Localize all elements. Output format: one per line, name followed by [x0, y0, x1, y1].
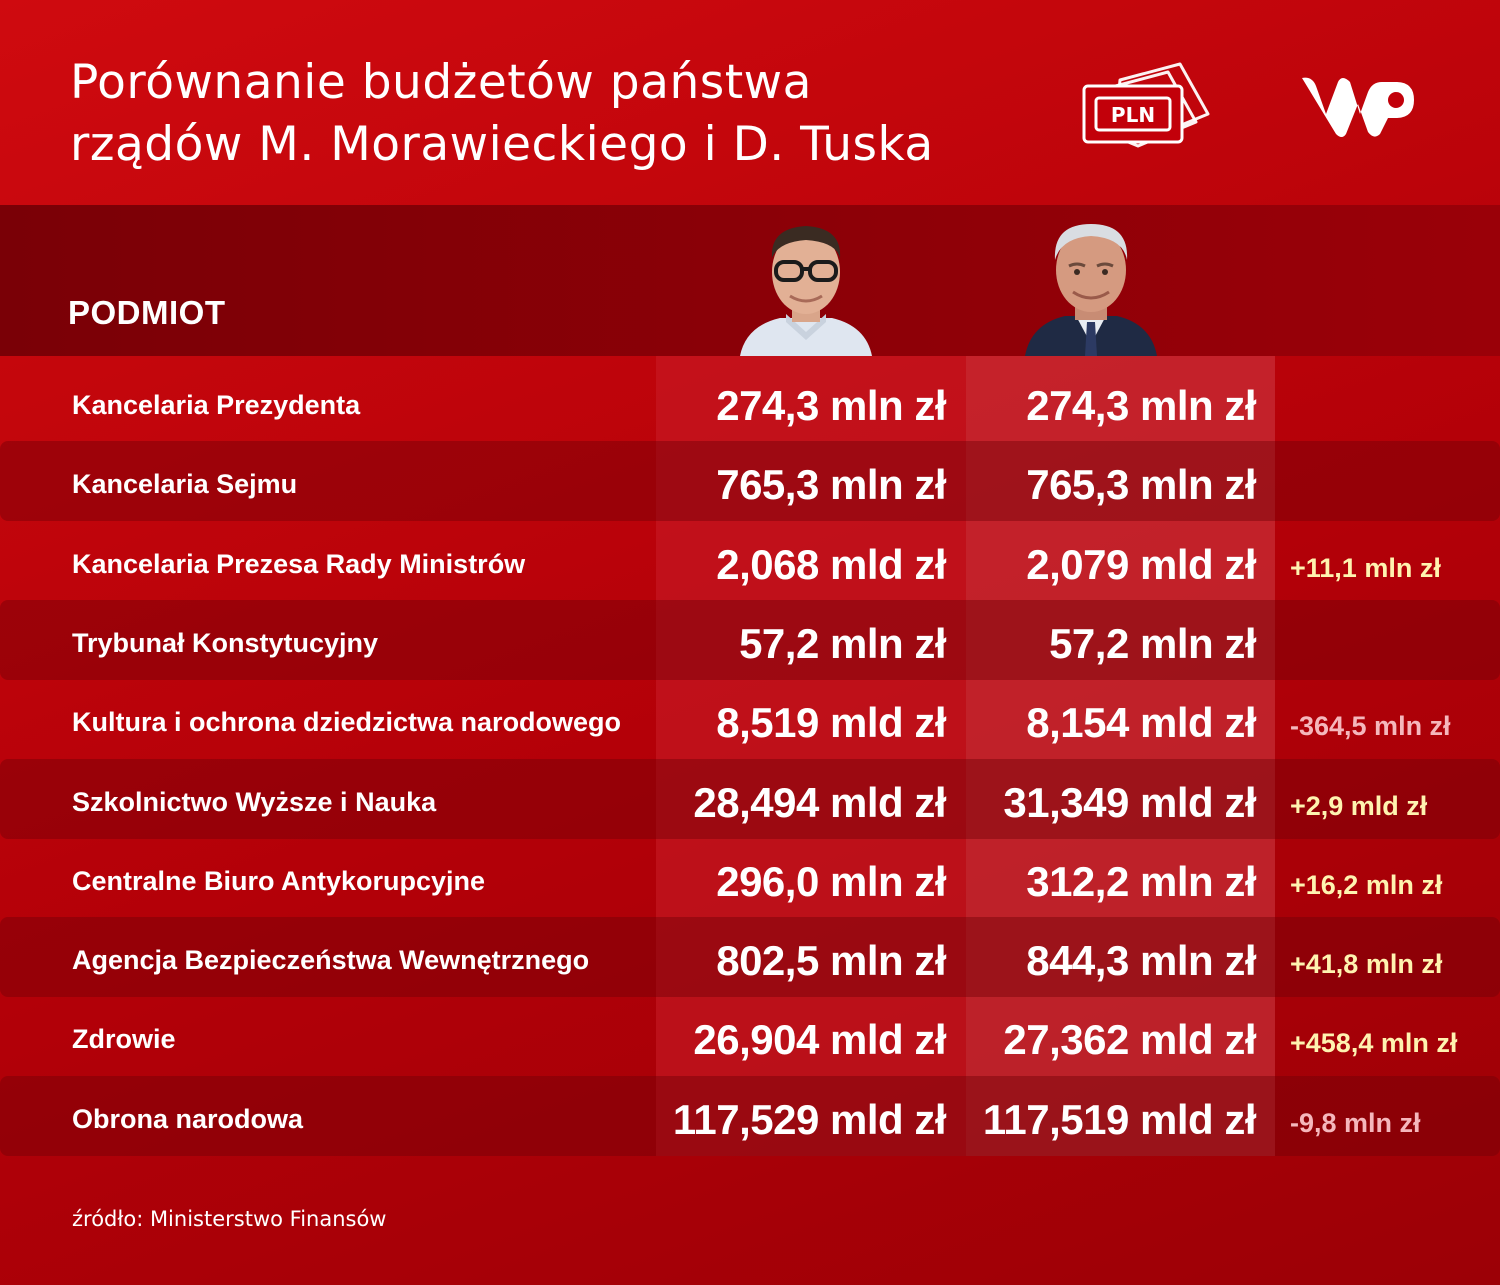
morawiecki-value: 296,0 mln zł — [716, 857, 946, 905]
table-row — [0, 759, 1500, 839]
difference-value: +458,4 mln zł — [1290, 1028, 1458, 1059]
row-label: Kancelaria Prezydenta — [72, 390, 361, 420]
tusk-value: 27,362 mld zł — [1003, 1016, 1256, 1064]
tusk-value: 31,349 mld zł — [1003, 778, 1256, 826]
row-label: Kultura i ochrona dziedzictwa narodowego — [72, 707, 622, 738]
table-row — [0, 917, 1500, 997]
title-line-1: Porównanie budżetów państwa — [70, 55, 812, 110]
difference-value: +2,9 mld zł — [1290, 790, 1428, 821]
page-title — [70, 52, 1050, 176]
morawiecki-value: 117,529 mld zł — [672, 1095, 946, 1143]
table-row — [0, 679, 1500, 759]
morawiecki-value: 765,3 mln zł — [716, 461, 946, 509]
morawiecki-value: 8,519 mld zł — [716, 699, 946, 747]
tusk-value: 117,519 mld zł — [982, 1095, 1256, 1143]
tusk-value: 844,3 mln zł — [1026, 937, 1256, 985]
column-header-podmiot: PODMIOT — [68, 294, 226, 331]
difference-value: +16,2 mln zł — [1290, 869, 1443, 900]
wp-logo — [1298, 70, 1416, 140]
table-row — [0, 521, 1500, 601]
tusk-value: 312,2 mln zł — [1026, 857, 1256, 905]
row-label: Obrona narodowa — [72, 1103, 304, 1134]
banknote-currency-label: PLN — [1110, 103, 1156, 127]
difference-value: -9,8 mln zł — [1290, 1107, 1421, 1138]
morawiecki-value: 57,2 mln zł — [739, 619, 946, 667]
row-label: Kancelaria Prezesa Rady Ministrów — [72, 548, 526, 579]
tusk-value: 765,3 mln zł — [1026, 461, 1256, 509]
table-row — [0, 1076, 1500, 1156]
morawiecki-portrait — [740, 214, 872, 356]
row-label: Szkolnictwo Wyższe i Nauka — [72, 786, 437, 817]
row-label: Trybunał Konstytucyjny — [72, 627, 379, 658]
table-row — [0, 996, 1500, 1076]
tusk-value: 2,079 mld zł — [1026, 540, 1256, 588]
morawiecki-value: 2,068 mld zł — [716, 540, 946, 588]
morawiecki-value: 802,5 mln zł — [716, 937, 946, 985]
tusk-value: 8,154 mld zł — [1026, 699, 1256, 747]
difference-value: +11,1 mln zł — [1290, 552, 1441, 583]
title-line-2: rządów M. Morawieckiego i D. Tuska — [70, 117, 934, 172]
table-row — [0, 838, 1500, 918]
banknote-icon — [1080, 58, 1212, 158]
table-row — [0, 600, 1500, 680]
morawiecki-value: 26,904 mld zł — [693, 1016, 946, 1064]
table-row — [0, 441, 1500, 521]
morawiecki-value: 274,3 mln zł — [716, 382, 946, 429]
row-label: Centralne Biuro Antykorupcyjne — [72, 865, 486, 896]
tusk-value: 57,2 mln zł — [1049, 619, 1256, 667]
row-label: Kancelaria Sejmu — [72, 469, 298, 500]
difference-value: +41,8 mln zł — [1290, 949, 1443, 980]
source-note: źródło: Ministerstwo Finansów — [72, 1207, 387, 1231]
tusk-value: 274,3 mln zł — [1026, 382, 1256, 429]
tusk-portrait — [1025, 214, 1157, 356]
row-label: Zdrowie — [72, 1024, 176, 1055]
row-label: Agencja Bezpieczeństwa Wewnętrznego — [72, 945, 590, 976]
table-row — [0, 362, 1500, 442]
morawiecki-value: 28,494 mld zł — [693, 778, 946, 826]
difference-value: -364,5 mln zł — [1290, 711, 1451, 742]
